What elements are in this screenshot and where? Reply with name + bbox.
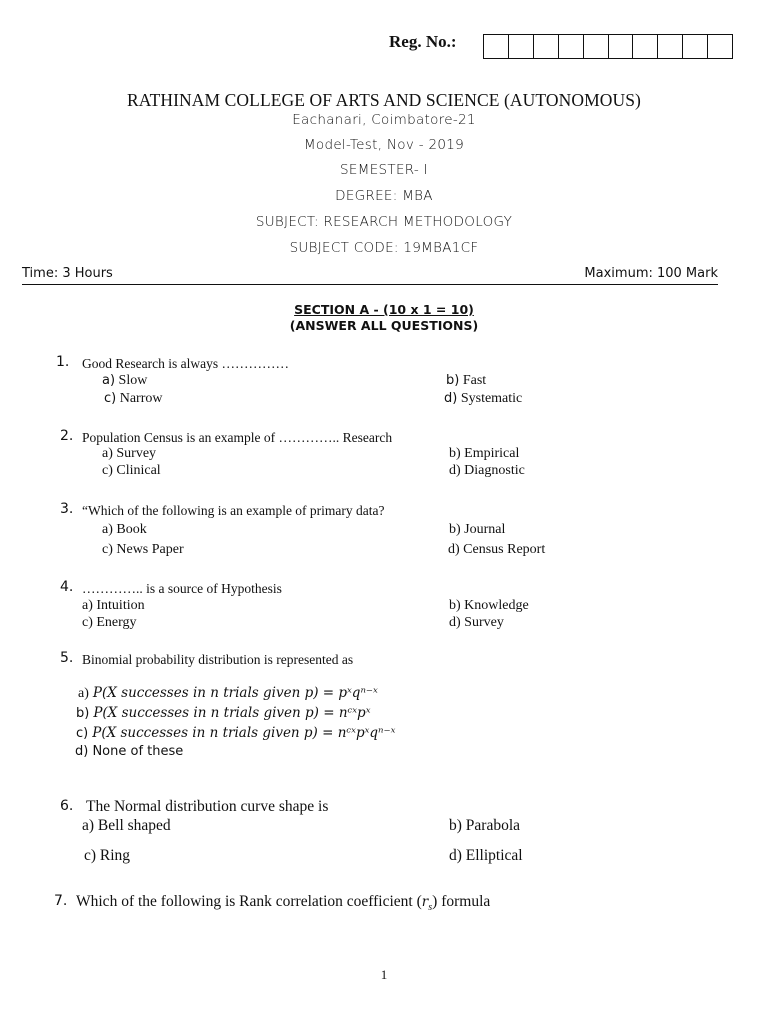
question-text: “Which of the following is an example of primary data? bbox=[82, 503, 385, 518]
option-b: b) Parabola bbox=[449, 817, 521, 834]
question-number: 7. bbox=[54, 893, 68, 909]
page-number: 1 bbox=[380, 967, 388, 982]
option-a-label: a) bbox=[78, 686, 89, 701]
reg-box[interactable] bbox=[484, 35, 509, 58]
reg-box[interactable] bbox=[658, 35, 683, 58]
subject: SUBJECT: RESEARCH METHODOLOGY bbox=[255, 214, 513, 230]
college-location: Eachanari, Coimbatore-21 bbox=[292, 112, 476, 128]
question-text: Good Research is always …………… bbox=[82, 356, 289, 371]
reg-box[interactable] bbox=[708, 35, 732, 58]
option-d: d) Diagnostic bbox=[449, 463, 525, 478]
option-b bbox=[76, 704, 371, 722]
option-c bbox=[76, 724, 395, 742]
reg-box[interactable] bbox=[609, 35, 634, 58]
option-c: c) News Paper bbox=[102, 542, 184, 557]
question-number: 5. bbox=[60, 650, 74, 666]
option-b: b) Journal bbox=[449, 522, 506, 537]
option-a: a) Survey bbox=[102, 446, 157, 461]
option-d: d) Survey bbox=[449, 615, 504, 630]
subject-code: SUBJECT CODE: 19MBA1CF bbox=[289, 240, 479, 256]
option-a-formula: P(X successes in n trials given p) = pˣqⁿ⁻ˣ bbox=[92, 685, 378, 701]
exam-name: Model-Test, Nov - 2019 bbox=[303, 137, 465, 153]
option-a: a) Book bbox=[102, 522, 147, 537]
section-title: SECTION A - (10 x 1 = 10) bbox=[294, 302, 474, 317]
option-c-label: c) bbox=[76, 726, 89, 741]
question-number: 3. bbox=[60, 501, 74, 517]
question-text bbox=[76, 893, 490, 913]
option-text: Slow bbox=[115, 373, 148, 388]
option-a: a) Intuition bbox=[82, 598, 145, 613]
option-c-formula: P(X successes in n trials given p) = nᶜˣpˣqⁿ⁻ˣ bbox=[92, 725, 396, 741]
rank-symbol: r bbox=[421, 894, 429, 910]
section-instruction: (ANSWER ALL QUESTIONS) bbox=[289, 318, 479, 333]
option-c: c) Energy bbox=[82, 615, 137, 630]
time-allowed: Time: 3 Hours bbox=[22, 266, 113, 281]
option-text: Fast bbox=[459, 373, 487, 388]
reg-box[interactable] bbox=[683, 35, 708, 58]
option-c: c) Clinical bbox=[102, 463, 161, 478]
question-text: The Normal distribution curve shape is bbox=[86, 798, 329, 815]
time-marks-row bbox=[22, 266, 718, 285]
option-d bbox=[444, 391, 522, 407]
question-text-start: Which of the following is Rank correlation coefficient ( bbox=[76, 893, 422, 910]
question-number: 6. bbox=[60, 798, 74, 814]
question-text-end: ) formula bbox=[432, 893, 491, 910]
option-a bbox=[78, 684, 378, 702]
reg-no-boxes[interactable] bbox=[483, 34, 733, 59]
option-label: d) bbox=[444, 391, 458, 406]
option-label: b) bbox=[446, 373, 460, 388]
option-b bbox=[446, 373, 486, 389]
reg-box[interactable] bbox=[509, 35, 534, 58]
college-name: RATHINAM COLLEGE OF ARTS AND SCIENCE (AUTONOMOUS) bbox=[127, 90, 641, 110]
option-b-label: b) bbox=[76, 706, 90, 721]
semester: SEMESTER- I bbox=[340, 162, 428, 178]
question-text: Population Census is an example of ………….. Research bbox=[82, 430, 393, 445]
option-b: b) Knowledge bbox=[449, 598, 529, 613]
degree: DEGREE: MBA bbox=[335, 188, 433, 204]
option-label: c) bbox=[104, 391, 117, 406]
option-b-formula: P(X successes in n trials given p) = nᶜˣpˣ bbox=[93, 705, 371, 721]
option-d: d) Elliptical bbox=[449, 847, 523, 864]
option-d: d) None of these bbox=[75, 744, 184, 759]
option-text: Systematic bbox=[457, 391, 523, 406]
option-c: c) Ring bbox=[84, 847, 131, 864]
option-c bbox=[104, 391, 163, 407]
reg-box[interactable] bbox=[559, 35, 584, 58]
option-b: b) Empirical bbox=[449, 446, 520, 461]
option-text: Narrow bbox=[116, 391, 163, 406]
option-a: a) Bell shaped bbox=[82, 817, 171, 834]
reg-no-label: Reg. No.: bbox=[389, 32, 457, 51]
reg-box[interactable] bbox=[584, 35, 609, 58]
maximum-marks: Maximum: 100 Mark bbox=[584, 266, 718, 281]
option-a bbox=[102, 373, 147, 389]
option-label: a) bbox=[102, 373, 116, 388]
question-number: 2. bbox=[60, 428, 74, 444]
question-number: 4. bbox=[60, 579, 74, 595]
option-d: d) Census Report bbox=[448, 542, 546, 557]
reg-box[interactable] bbox=[633, 35, 658, 58]
reg-box[interactable] bbox=[534, 35, 559, 58]
question-text: Binomial probability distribution is represented as bbox=[82, 652, 354, 667]
question-number: 1. bbox=[56, 354, 70, 370]
question-text: ………….. is a source of Hypothesis bbox=[82, 581, 282, 596]
rank-subscript: s bbox=[428, 902, 433, 914]
